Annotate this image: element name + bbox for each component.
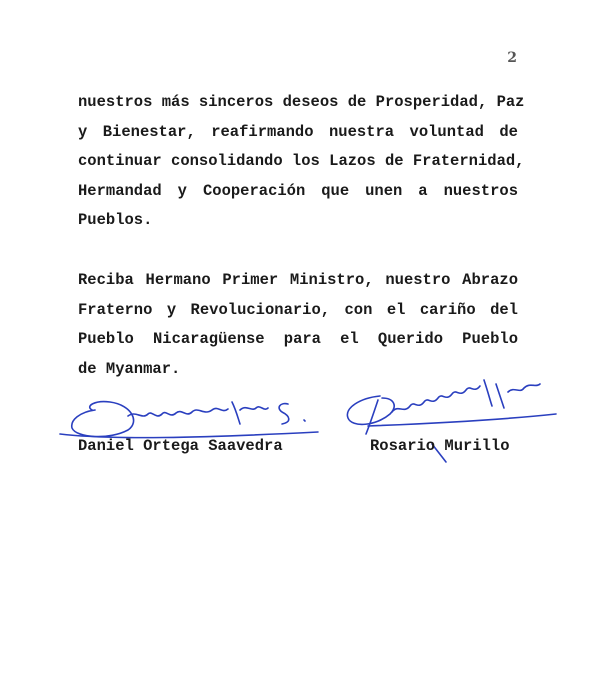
text-line: Pueblos. — [78, 211, 153, 229]
text-line: Fraterno y Revolucionario, con el cariño del — [78, 300, 518, 319]
text-line: Reciba Hermano Primer Ministro, nuestro Abrazo — [78, 271, 518, 289]
signer-name-rosario-murillo: Rosario Murillo — [370, 437, 510, 455]
text-line: Hermandad y Cooperación que unen a nuestros — [78, 181, 518, 200]
paragraph-closing — [78, 266, 518, 384]
paragraph-greetings — [78, 88, 525, 236]
text-line: de Myanmar. — [78, 359, 181, 378]
text-line: y Bienestar, reafirmando nuestra voluntad de — [78, 122, 518, 141]
signature-daniel-ortega — [60, 402, 318, 438]
text-line: continuar consolidando los Lazos de Fraternidad, — [78, 152, 525, 170]
page-number: 2 — [507, 50, 517, 66]
text-line: nuestros más sinceros deseos de Prosperidad, Paz — [78, 93, 525, 111]
text-line: Pueblo Nicaragüense para el Querido Pueblo — [78, 330, 518, 348]
signer-name-daniel-ortega: Daniel Ortega Saavedra — [78, 437, 283, 455]
